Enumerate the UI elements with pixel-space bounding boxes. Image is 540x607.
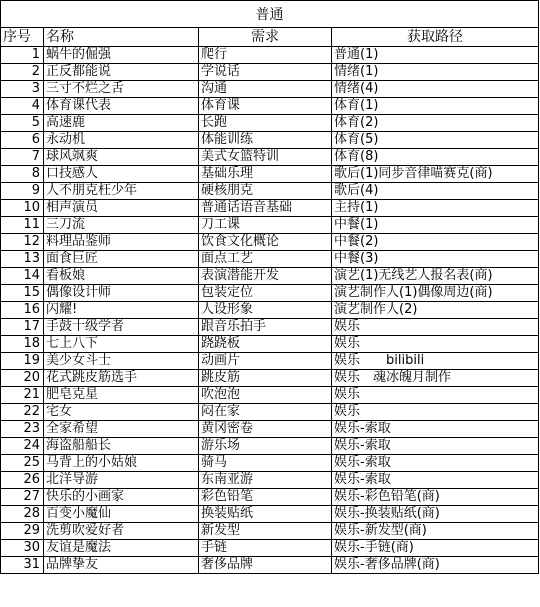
- cell-no[interactable]: 18: [1, 336, 44, 353]
- cell-need[interactable]: 动画片: [199, 353, 332, 370]
- cell-no[interactable]: 3: [1, 81, 44, 98]
- cell-no[interactable]: 1: [1, 47, 44, 64]
- cell-need[interactable]: 新发型: [199, 523, 332, 540]
- header-need[interactable]: 需求: [199, 28, 332, 47]
- table-row: [1, 319, 539, 336]
- cell-path[interactable]: 娱乐-索取: [332, 421, 539, 438]
- cell-need[interactable]: 长跑: [199, 115, 332, 132]
- table-row: [1, 268, 539, 285]
- cell-no[interactable]: 25: [1, 455, 44, 472]
- table-row: [1, 132, 539, 149]
- cell-no[interactable]: 27: [1, 489, 44, 506]
- table-row: [1, 370, 539, 387]
- table-row: [1, 98, 539, 115]
- cell-need[interactable]: 硬核朋克: [199, 183, 332, 200]
- cell-need[interactable]: 表演潜能开发: [199, 268, 332, 285]
- cell-name[interactable]: 三刀流: [44, 217, 199, 234]
- cell-path[interactable]: 娱乐-彩色铅笔(商): [332, 489, 539, 506]
- cell-need[interactable]: 体育课: [199, 98, 332, 115]
- cell-name[interactable]: 人不朋克枉少年: [44, 183, 199, 200]
- cell-no[interactable]: 21: [1, 387, 44, 404]
- cell-no[interactable]: 11: [1, 217, 44, 234]
- cell-need[interactable]: 游乐场: [199, 438, 332, 455]
- cell-path[interactable]: 体育(5): [332, 132, 539, 149]
- cell-need[interactable]: 彩色铅笔: [199, 489, 332, 506]
- cell-no[interactable]: 7: [1, 149, 44, 166]
- table-row: [1, 455, 539, 472]
- table-row: [1, 353, 539, 370]
- cell-no[interactable]: 28: [1, 506, 44, 523]
- cell-path[interactable]: 主持(1): [332, 200, 539, 217]
- table-row: [1, 183, 539, 200]
- cell-name[interactable]: 正反都能说: [44, 64, 199, 81]
- cell-name[interactable]: 相声演员: [44, 200, 199, 217]
- cell-no[interactable]: 19: [1, 353, 44, 370]
- cell-path[interactable]: 娱乐 bilibili: [332, 353, 539, 370]
- cell-path[interactable]: 娱乐 魂冰魄月制作: [332, 370, 539, 387]
- header-name[interactable]: 名称: [44, 28, 199, 47]
- table-row: [1, 149, 539, 166]
- cell-no[interactable]: 29: [1, 523, 44, 540]
- cell-name[interactable]: 高速鹿: [44, 115, 199, 132]
- table-row: [1, 166, 539, 183]
- cell-path[interactable]: 娱乐: [332, 404, 539, 421]
- cell-no[interactable]: 9: [1, 183, 44, 200]
- cell-name[interactable]: 看板娘: [44, 268, 199, 285]
- cell-need[interactable]: 面点工艺: [199, 251, 332, 268]
- cell-no[interactable]: 12: [1, 234, 44, 251]
- cell-path[interactable]: 中餐(2): [332, 234, 539, 251]
- cell-need[interactable]: 跳皮筋: [199, 370, 332, 387]
- cell-name[interactable]: 花式跳皮筋选手: [44, 370, 199, 387]
- cell-name[interactable]: 七上八下: [44, 336, 199, 353]
- cell-path[interactable]: 演艺制作人(2): [332, 302, 539, 319]
- cell-no[interactable]: 30: [1, 540, 44, 557]
- cell-name[interactable]: 三寸不烂之舌: [44, 81, 199, 98]
- header-row: [1, 28, 539, 47]
- table-row: [1, 557, 539, 574]
- cell-path[interactable]: 娱乐: [332, 336, 539, 353]
- table-row: [1, 64, 539, 81]
- cell-path[interactable]: 娱乐-索取: [332, 455, 539, 472]
- cell-no[interactable]: 23: [1, 421, 44, 438]
- cell-name[interactable]: 体育课代表: [44, 98, 199, 115]
- table-row: [1, 200, 539, 217]
- cell-path[interactable]: 娱乐-索取: [332, 438, 539, 455]
- cell-no[interactable]: 8: [1, 166, 44, 183]
- cell-need[interactable]: 换装贴纸: [199, 506, 332, 523]
- cell-path[interactable]: 歌后(4): [332, 183, 539, 200]
- cell-name[interactable]: 洗剪吹爱好者: [44, 523, 199, 540]
- table-row: [1, 404, 539, 421]
- cell-need[interactable]: 吹泡泡: [199, 387, 332, 404]
- table-row: [1, 217, 539, 234]
- cell-name[interactable]: 偶像设计师: [44, 285, 199, 302]
- cell-no[interactable]: 26: [1, 472, 44, 489]
- cell-need[interactable]: 基础乐理: [199, 166, 332, 183]
- cell-path[interactable]: 娱乐: [332, 319, 539, 336]
- data-table: [0, 27, 539, 574]
- table-row: [1, 251, 539, 268]
- cell-need[interactable]: 美式女篮特训: [199, 149, 332, 166]
- cell-path[interactable]: 歌后(1)同步音律喵赛克(商): [332, 166, 539, 183]
- cell-path[interactable]: 娱乐-奢侈品牌(商): [332, 557, 539, 574]
- cell-name[interactable]: 面食巨匠: [44, 251, 199, 268]
- cell-need[interactable]: 刀工课: [199, 217, 332, 234]
- cell-no[interactable]: 4: [1, 98, 44, 115]
- cell-path[interactable]: 中餐(3): [332, 251, 539, 268]
- cell-no[interactable]: 5: [1, 115, 44, 132]
- header-no[interactable]: 序号: [1, 28, 44, 47]
- cell-name[interactable]: 品牌挚友: [44, 557, 199, 574]
- cell-name[interactable]: 手鼓十级学者: [44, 319, 199, 336]
- cell-name[interactable]: 闪耀!: [44, 302, 199, 319]
- cell-name[interactable]: 北洋导游: [44, 472, 199, 489]
- table-row: [1, 438, 539, 455]
- table-row: [1, 115, 539, 132]
- table-row: [1, 234, 539, 251]
- cell-no[interactable]: 6: [1, 132, 44, 149]
- cell-no[interactable]: 2: [1, 64, 44, 81]
- cell-need[interactable]: 黄冈密卷: [199, 421, 332, 438]
- cell-path[interactable]: 娱乐: [332, 387, 539, 404]
- table-row: [1, 387, 539, 404]
- table-row: [1, 47, 539, 64]
- cell-name[interactable]: 宅女: [44, 404, 199, 421]
- cell-name[interactable]: 肥皂克星: [44, 387, 199, 404]
- cell-need[interactable]: 闷在家: [199, 404, 332, 421]
- cell-name[interactable]: 友谊是魔法: [44, 540, 199, 557]
- cell-no[interactable]: 17: [1, 319, 44, 336]
- table-row: [1, 285, 539, 302]
- cell-path[interactable]: 演艺制作人(1)偶像周边(商): [332, 285, 539, 302]
- sheet-title[interactable]: 普通: [0, 0, 539, 28]
- table-row: [1, 523, 539, 540]
- cell-need[interactable]: 学说话: [199, 64, 332, 81]
- cell-need[interactable]: 手链: [199, 540, 332, 557]
- cell-path[interactable]: 娱乐-手链(商): [332, 540, 539, 557]
- cell-no[interactable]: 20: [1, 370, 44, 387]
- cell-no[interactable]: 14: [1, 268, 44, 285]
- table-row: [1, 421, 539, 438]
- cell-need[interactable]: 人设形象: [199, 302, 332, 319]
- cell-name[interactable]: 快乐的小画家: [44, 489, 199, 506]
- cell-no[interactable]: 16: [1, 302, 44, 319]
- cell-path[interactable]: 娱乐-新发型(商): [332, 523, 539, 540]
- cell-name[interactable]: 海盗船船长: [44, 438, 199, 455]
- cell-name[interactable]: 马背上的小姑娘: [44, 455, 199, 472]
- cell-name[interactable]: 美少女斗士: [44, 353, 199, 370]
- cell-no[interactable]: 13: [1, 251, 44, 268]
- header-path[interactable]: 获取路径: [332, 28, 539, 47]
- cell-no[interactable]: 31: [1, 557, 44, 574]
- table-row: [1, 81, 539, 98]
- cell-path[interactable]: 娱乐-换装贴纸(商): [332, 506, 539, 523]
- cell-no[interactable]: 10: [1, 200, 44, 217]
- cell-name[interactable]: 蜗牛的倔强: [44, 47, 199, 64]
- cell-name[interactable]: 全家希望: [44, 421, 199, 438]
- cell-need[interactable]: 跷跷板: [199, 336, 332, 353]
- cell-path[interactable]: 情绪(1): [332, 64, 539, 81]
- cell-path[interactable]: 娱乐-索取: [332, 472, 539, 489]
- cell-path[interactable]: 中餐(1): [332, 217, 539, 234]
- cell-need[interactable]: 体能训练: [199, 132, 332, 149]
- cell-need[interactable]: 饮食文化概论: [199, 234, 332, 251]
- cell-path[interactable]: 演艺(1)无线艺人报名表(商): [332, 268, 539, 285]
- cell-name[interactable]: 永动机: [44, 132, 199, 149]
- cell-name[interactable]: 球风飒爽: [44, 149, 199, 166]
- cell-no[interactable]: 22: [1, 404, 44, 421]
- cell-no[interactable]: 24: [1, 438, 44, 455]
- cell-need[interactable]: 奢侈品牌: [199, 557, 332, 574]
- cell-path[interactable]: 体育(2): [332, 115, 539, 132]
- cell-name[interactable]: 百变小魔仙: [44, 506, 199, 523]
- cell-need[interactable]: 沟通: [199, 81, 332, 98]
- cell-path[interactable]: 情绪(4): [332, 81, 539, 98]
- cell-need[interactable]: 东南亚游: [199, 472, 332, 489]
- cell-name[interactable]: 口技感人: [44, 166, 199, 183]
- cell-path[interactable]: 体育(1): [332, 98, 539, 115]
- cell-name[interactable]: 料理品鉴师: [44, 234, 199, 251]
- cell-need[interactable]: 骑马: [199, 455, 332, 472]
- table-row: [1, 472, 539, 489]
- table-row: [1, 540, 539, 557]
- cell-need[interactable]: 爬行: [199, 47, 332, 64]
- table-row: [1, 302, 539, 319]
- cell-no[interactable]: 15: [1, 285, 44, 302]
- cell-need[interactable]: 跟音乐拍手: [199, 319, 332, 336]
- cell-need[interactable]: 普通话语音基础: [199, 200, 332, 217]
- cell-path[interactable]: 体育(8): [332, 149, 539, 166]
- cell-need[interactable]: 包装定位: [199, 285, 332, 302]
- table-body: [1, 47, 539, 574]
- table-row: [1, 489, 539, 506]
- table-row: [1, 506, 539, 523]
- table-row: [1, 336, 539, 353]
- cell-path[interactable]: 普通(1): [332, 47, 539, 64]
